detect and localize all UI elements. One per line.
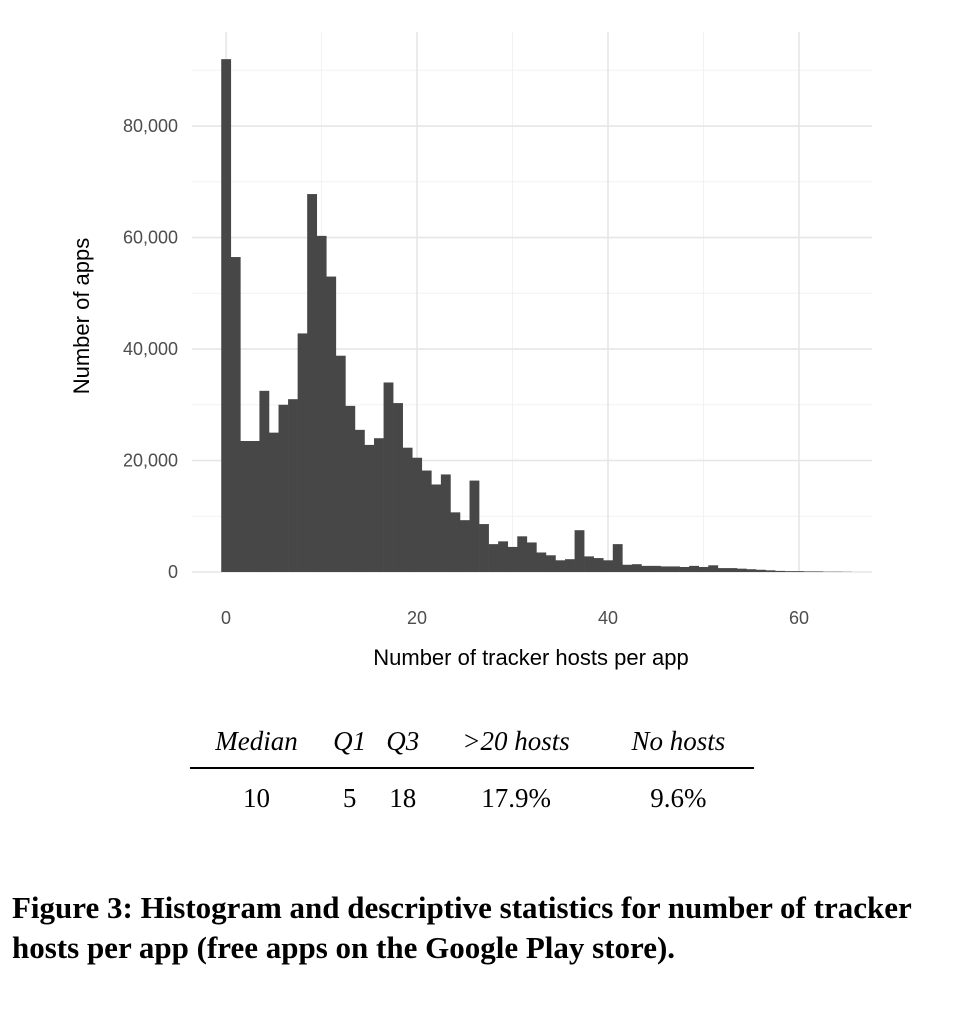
histogram-bar	[364, 445, 374, 572]
histogram-bar	[737, 569, 747, 572]
histogram-bar	[527, 542, 537, 572]
stats-value-median: 10	[243, 783, 270, 813]
histogram-bar	[431, 484, 441, 572]
histogram-bar	[336, 356, 346, 572]
histogram-bar	[355, 430, 365, 572]
histogram-bar	[221, 59, 231, 572]
x-axis-tick-labels	[221, 608, 809, 628]
histogram-bar	[317, 236, 327, 572]
histogram-bar	[813, 571, 823, 572]
histogram-bar	[632, 564, 642, 572]
histogram-bar	[460, 520, 470, 572]
stats-value-no-hosts: 9.6%	[650, 783, 707, 813]
histogram-bar	[231, 257, 241, 572]
stats-header-over-20-hosts: >20 hosts	[429, 722, 602, 768]
y-tick-label: 40,000	[122, 339, 178, 360]
y-axis-tick-labels	[123, 116, 178, 582]
stats-header-no-hosts: No hosts	[603, 722, 754, 768]
stats-value-q3: 18	[389, 783, 417, 813]
histogram-bar	[489, 544, 499, 572]
histogram-bar	[298, 333, 308, 572]
histogram-bar	[288, 399, 298, 572]
stats-header-q1: Q1	[323, 722, 376, 768]
histogram-bar	[269, 433, 279, 572]
histogram-bar	[450, 512, 460, 572]
histogram-bar	[470, 481, 480, 572]
stats-header-q3: Q3	[376, 722, 429, 768]
histogram-bar	[517, 536, 527, 572]
stats-header-median: Median	[190, 722, 323, 768]
y-tick-label: 20,000	[122, 450, 178, 471]
x-tick-label: 60	[788, 608, 810, 628]
y-tick-label: 60,000	[122, 227, 178, 248]
histogram-bar	[240, 441, 250, 572]
histogram-bar	[575, 530, 585, 572]
histogram-bar	[259, 391, 269, 572]
x-tick-label: 40	[597, 608, 619, 628]
histogram-bar	[603, 560, 613, 572]
histogram-bar	[412, 458, 422, 572]
y-tick-label: 0	[167, 562, 178, 582]
histogram-bar	[775, 571, 785, 572]
histogram-bar	[804, 571, 814, 572]
histogram-bar	[498, 541, 508, 572]
stats-header-row	[190, 722, 754, 768]
histogram-bar	[307, 194, 317, 572]
histogram-bar	[766, 570, 776, 572]
histogram-bar	[555, 560, 565, 572]
histogram-bar	[708, 565, 718, 572]
histogram-bar	[689, 566, 699, 572]
histogram-bar	[641, 566, 651, 572]
histogram-bar	[250, 441, 260, 572]
histogram-bar	[584, 556, 594, 572]
histogram-bars	[221, 59, 852, 572]
histogram-bar	[699, 567, 709, 572]
histogram-bar	[393, 403, 403, 572]
histogram-bar	[565, 559, 575, 572]
x-axis-title: Number of tracker hosts per app	[373, 645, 689, 670]
histogram-bar	[651, 566, 661, 572]
histogram-bar	[613, 544, 623, 572]
y-tick-label: 80,000	[122, 116, 178, 137]
histogram-bar	[508, 547, 518, 572]
histogram-bar	[670, 566, 680, 572]
histogram-bar	[794, 571, 804, 572]
histogram-bar	[536, 552, 546, 572]
stats-value-over-20-hosts: 17.9%	[481, 783, 551, 813]
stats-value-row	[190, 768, 754, 814]
histogram-bar	[384, 382, 394, 572]
stats-value-q1: 5	[342, 783, 357, 813]
histogram-bar	[756, 570, 766, 572]
histogram-bar	[441, 474, 451, 572]
histogram-bar	[785, 571, 795, 572]
x-tick-label: 20	[406, 608, 428, 628]
histogram-bar	[422, 471, 432, 572]
histogram-bar	[727, 568, 737, 572]
histogram-bar	[680, 567, 690, 572]
histogram-bar	[661, 566, 671, 572]
histogram-bar	[326, 277, 336, 572]
histogram-bar	[279, 405, 289, 572]
histogram-bar	[403, 448, 413, 572]
histogram-bar	[622, 565, 632, 572]
figure-caption: Figure 3: Histogram and descriptive statistics for number of tracker hosts per app (free apps on the Google Play store).	[12, 890, 912, 965]
histogram-bar	[546, 555, 556, 572]
histogram-bar	[746, 569, 756, 572]
x-tick-label: 0	[220, 608, 232, 628]
descriptive-stats-table	[190, 722, 754, 814]
histogram-bar	[345, 406, 355, 572]
y-axis-title: Number of apps	[69, 237, 94, 395]
histogram-bar	[718, 568, 728, 572]
histogram-bar	[479, 524, 489, 572]
histogram-bar	[374, 438, 384, 572]
histogram-bar	[594, 558, 604, 572]
